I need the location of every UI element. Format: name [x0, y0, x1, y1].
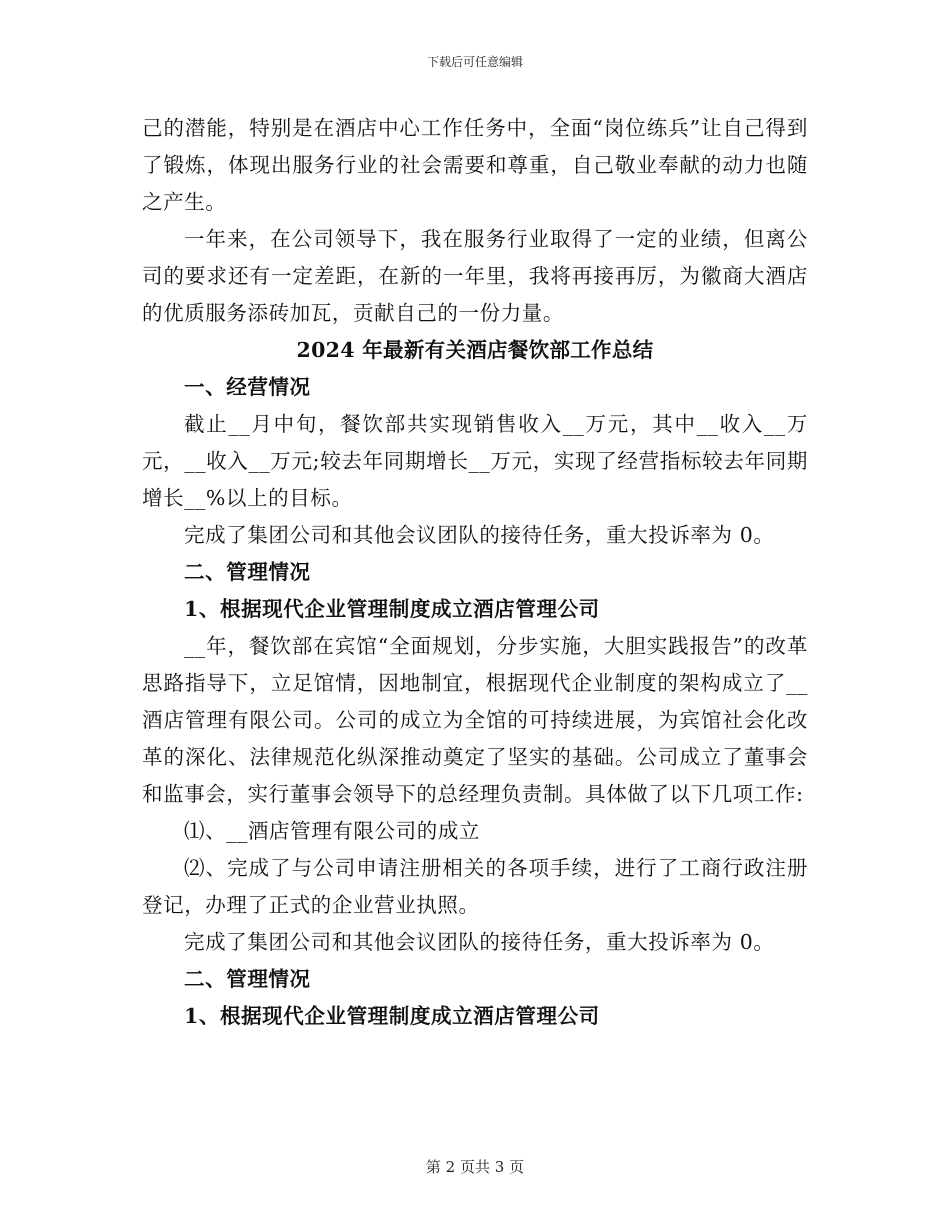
- page-header: 下载后可任意编辑: [426, 55, 523, 69]
- paragraph: 完成了集团公司和其他会议团队的接待任务，重大投诉率为 0。: [184, 930, 775, 954]
- subsection-heading: 1、根据现代企业管理制度成立酒店管理公司: [184, 1004, 600, 1028]
- page-footer: 第 2 页共 3 页: [425, 1158, 525, 1176]
- document-title: 2024 年最新有关酒店餐饮部工作总结: [296, 338, 654, 362]
- document-body: [142, 110, 808, 1035]
- paragraph: 截止__月中旬，餐饮部共实现销售收入__万元，其中__收入__万元，__收入__万元;较去年同期增长__万元，实现了经营指标较去年同期增长__%以上的目标。: [142, 412, 808, 510]
- section-heading: 二、管理情况: [184, 560, 311, 584]
- paragraph: 完成了集团公司和其他会议团队的接待任务，重大投诉率为 0。: [184, 523, 775, 547]
- section-heading: 二、管理情况: [184, 967, 311, 991]
- paragraph: 己的潜能，特别是在酒店中心工作任务中，全面“岗位练兵”让自己得到了锻炼，体现出服务行业的社会需要和尊重，自己敬业奉献的动力也随之产生。: [142, 116, 808, 214]
- paragraph: 一年来，在公司领导下，我在服务行业取得了一定的业绩，但离公司的要求还有一定差距，在新的一年里，我将再接再厉，为徽商大酒店的优质服务添砖加瓦，贡献自己的一份力量。: [142, 227, 808, 325]
- paragraph: __年，餐饮部在宾馆“全面规划，分步实施，大胆实践报告”的改革思路指导下，立足馆情，因地制宜，根据现代企业制度的架构成立了__酒店管理有限公司。公司的成立为全馆的可持续进展，为宾馆社会化改革的深化、法律规范化纵深推动奠定了坚实的基础。公司成立了董事会和监事会，实行董事会领导下的总经理负责制。具体做了以下几项工作:: [142, 634, 808, 806]
- subsection-heading: 1、根据现代企业管理制度成立酒店管理公司: [184, 597, 600, 621]
- list-item: ⑵、完成了与公司申请注册相关的各项手续，进行了工商行政注册登记，办理了正式的企业营业执照。: [142, 856, 808, 917]
- section-heading: 一、经营情况: [184, 375, 311, 399]
- list-item: ⑴、__酒店管理有限公司的成立: [184, 819, 481, 843]
